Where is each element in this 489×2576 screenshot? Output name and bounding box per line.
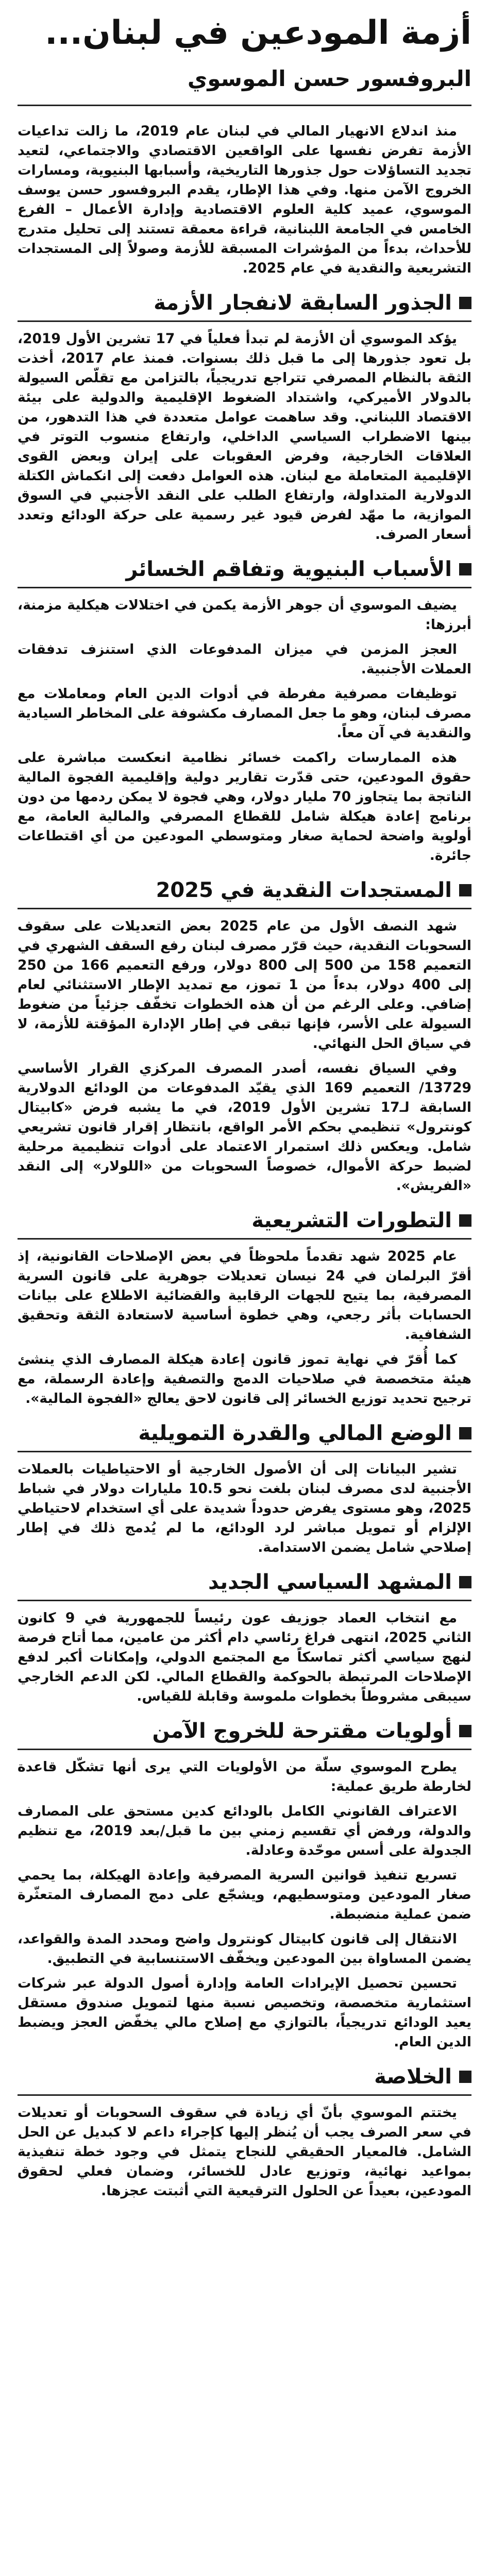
- square-bullet-icon: [459, 563, 471, 575]
- section-paragraph: تحسين تحصيل الإيرادات العامة وإدارة أصول الدولة عبر شركات استثمارية متخصصة، وتخصيص نسبة منها لتمويل صندوق مستقل يعيد الودائع تدريجياً، بالتوازي مع إصلاح مالي يخفّض العجز ويضبط الدين العام.: [18, 1975, 471, 2050]
- section-paragraph: هذه الممارسات راكمت خسائر نظامية انعكست مباشرة على حقوق المودعين، حتى قدّرت تقارير دولية وإقليمية الفجوة المالية الناتجة بما يتجاوز 70 مليار دولار، وهي فجوة لا يمكن ردمها من دون برنامج إعادة هيكلة شامل للقطاع المصرفي والمالية العامة، مع أولوية واضحة لحماية صغار ومتوسطي المودعين من أي اقتطاعات جائرة.: [18, 749, 471, 863]
- section-political: [18, 1569, 471, 1706]
- section-paragraph: الانتقال إلى قانون كابيتال كونترول واضح ومحدد المدة والقواعد، يضمن المساواة بين المودعين ويخفّف الاستنسابية في التطبيق.: [18, 1930, 471, 1967]
- section-monetary-2025: [18, 877, 471, 1196]
- article-title: أزمة المودعين في لبنان...: [45, 14, 471, 52]
- section-heading: [18, 877, 471, 909]
- section-paragraph: مع انتخاب العماد جوزيف عون رئيساً للجمهورية في 9 كانون الثاني 2025، انتهى فراغ رئاسي دام أكثر من عامين، مما أتاح فرصة لنهج سياسي أكثر تماسكاً مع المجتمع الدولي، وإمكانات أكبر لدفع الإصلاحات المرتبطة بالحوكمة والقطاع المالي. لكن الدعم الخارجي سيبقى مشروطاً بخطوات ملموسة وقابلة للقياس.: [18, 1609, 471, 1704]
- section-paragraph: يؤكد الموسوي أن الأزمة لم تبدأ فعلياً في 17 تشرين الأول 2019، بل تعود جذورها إلى ما قبل ذلك بسنوات. فمنذ عام 2017، أخذت الثقة بالنظام المصرفي تتراجع تدريجياً، بالتزامن مع تقلّص السيولة بالدولار الأميركي، واشتداد الضغوط الإقليمية والدولية على بيئة الاقتصاد اللبناني. وقد ساهمت عوامل متعددة في هذا التدهور، من بينها الاضطراب السياسي الداخلي، وارتفاع منسوب التوتر في العلاقات الخارجية، وفرض العقوبات على إيران وبعض القوى الإقليمية المتعاملة مع لبنان. هذه العوامل دفعت إلى انكماش الكتلة الدولارية المتداولة، وارتفاع الطلب على النقد الأجنبي في السوق الموازية، ما مهّد لفرض قيود غير رسمية على حركة الودائع وتعدد أسعار الصرف.: [18, 330, 471, 543]
- section-paragraph: العجز المزمن في ميزان المدفوعات الذي استنزف تدفقات العملات الأجنبية.: [18, 641, 471, 677]
- square-bullet-icon: [459, 1427, 471, 1439]
- section-paragraph: شهد النصف الأول من عام 2025 بعض التعديلات على سقوف السحوبات النقدية، حيث قرّر مصرف لبنان رفع السقف الشهري في التعميم 158 من 500 إلى 800 دولار، ورفع التعميم 166 من 250 إلى 400 دولار، بدءاً من 1 تموز، مع تمديد الإطار الاستثنائي لعام إضافي. وعلى الرغم من أن هذه الخطوات تخفّف جزئياً من ضغوط السيولة على الأسر، فإنها تبقى في إطار الإدارة المؤقتة للأزمة، لا في سياق الحل النهائي.: [18, 918, 472, 1052]
- square-bullet-icon: [459, 884, 471, 896]
- section-paragraph: وفي السياق نفسه، أصدر المصرف المركزي القرار الأساسي 13729/ التعميم 169 الذي يقيّد المدفوعات من الودائع الدولارية السابقة لـ17 تشرين الأول 2019، في ما يشبه فرض «كابيتال كونترول» تنظيمي بحكم الأمر الواقع، بانتظار إقرار قانون تشريعي شامل. ويعكس ذلك استمرار الاعتماد على أدوات تنظيمية مرحلية لضبط حركة الأموال، خصوصاً السحوبات من «اللولار» إلى النقد «الفريش».: [18, 1060, 472, 1194]
- section-heading-text: الأسباب البنيوية وتفاقم الخسائر: [126, 557, 452, 581]
- square-bullet-icon: [459, 2071, 471, 2083]
- section-structural-causes: [18, 556, 471, 866]
- section-paragraph: يضيف الموسوي أن جوهر الأزمة يكمن في اختلالات هيكلية مزمنة، أبرزها:: [18, 597, 471, 633]
- square-bullet-icon: [459, 297, 471, 309]
- section-heading: [18, 1569, 471, 1601]
- section-paragraph: كما أُقرّ في نهاية تموز قانون إعادة هيكلة المصارف الذي ينشئ هيئة متخصصة في صلاحيات الدمج والتصفية وإعادة الرسملة، مع ترجيح تحديد توزيع الخسائر إلى قانون لاحق يعالج «الفجوة المالية».: [18, 1351, 471, 1406]
- section-legislative: [18, 1207, 471, 1409]
- section-priorities: [18, 1718, 471, 2052]
- article-author: البروفسور حسن الموسوي: [187, 66, 471, 91]
- section-paragraph: يطرح الموسوي سلّة من الأولويات التي يرى أنها تشكّل قاعدة لخارطة طريق عملية:: [18, 1758, 471, 1794]
- square-bullet-icon: [459, 1576, 471, 1588]
- section-heading: [18, 2063, 471, 2096]
- square-bullet-icon: [459, 1725, 471, 1737]
- section-heading-text: التطورات التشريعية: [251, 1208, 452, 1232]
- section-paragraph: تسريع تنفيذ قوانين السرية المصرفية وإعادة الهيكلة، بما يحمي صغار المودعين ومتوسطيهم، ويشجّع على دمج المصارف المتعثّرة ضمن عملية منضبطة.: [18, 1867, 471, 1922]
- intro-paragraph: منذ اندلاع الانهيار المالي في لبنان عام 2019، ما زالت تداعيات الأزمة تفرض نفسها على الواقعين الاقتصادي والاجتماعي، لتعيد تجديد التساؤلات حول جذورها التاريخية، وأسبابها البنيوية، ومسارات الخروج الآمن منها. وفي هذا الإطار، يقدم البروفسور حسن يوسف الموسوي، عميد كلية العلوم الاقتصادية وإدارة الأعمال – الفرع الخامس في الجامعة اللبنانية، قراءة معمقة تستند إلى تحليل متدرج للأحداث، بدءاً من المؤشرات المسبقة للأزمة وصولاً إلى المستجدات التشريعية والنقدية في عام 2025.: [18, 123, 471, 276]
- section-heading: [18, 1207, 471, 1240]
- section-paragraph: تشير البيانات إلى أن الأصول الخارجية أو الاحتياطيات بالعملات الأجنبية لدى مصرف لبنان بلغت نحو 10.5 مليارات دولار في شباط 2025، وهو مستوى يفرض حدوداً شديدة على أي استخدام لاحتياطي الإلزام أو تمويل مباشر لرد الودائع، ما لم يُدمج ذلك في إطار إصلاحي شامل يضمن الاستدامة.: [18, 1461, 471, 1555]
- section-heading-text: الوضع المالي والقدرة التمويلية: [138, 1421, 452, 1445]
- section-heading: [18, 1718, 471, 1750]
- section-heading-text: المستجدات النقدية في 2025: [156, 878, 452, 902]
- section-heading: [18, 556, 471, 588]
- section-financial-position: [18, 1420, 471, 1557]
- section-paragraph: عام 2025 شهد تقدماً ملحوظاً في بعض الإصلاحات القانونية، إذ أقرّ البرلمان في 24 نيسان تعديلات جوهرية على قانون السرية المصرفية، بما يتيح للجهات الرقابية والقضائية الاطلاع على بيانات الحسابات بأثر رجعي، وهي خطوة أساسية لاستعادة الثقة وتحقيق الشفافية.: [18, 1248, 472, 1343]
- section-conclusion: [18, 2063, 471, 2201]
- section-paragraph: توظيفات مصرفية مفرطة في أدوات الدين العام ومعاملات مع مصرف لبنان، وهو ما جعل المصارف مكشوفة على المخاطر السيادية والنقدية في آن معاً.: [18, 685, 471, 741]
- section-paragraph: الاعتراف القانوني الكامل بالودائع كدين مستحق على المصارف والدولة، ورفض أي تقسيم زمني بين ما قبل/بعد 2019، مع تنظيم الجدولة على أسس موحّدة وعادلة.: [18, 1803, 471, 1858]
- article-intro: [18, 122, 471, 278]
- section-heading: [18, 1420, 471, 1452]
- section-heading: [18, 290, 471, 322]
- square-bullet-icon: [459, 1214, 471, 1227]
- section-paragraph: يختتم الموسوي بأنّ أي زيادة في سقوف السحوبات أو تعديلات في سعر الصرف يجب أن يُنظر إليها كإجراء داعم لا كبديل عن الحل الشامل. فالمعيار الحقيقي للنجاح يتمثل في وجود خطة تنفيذية بمواعيد نهائية، وتوزيع عادل للخسائر، وضمان فعلي لحقوق المودعين، بعيداً عن الحلول الترقيعية التي أثبتت عجزها.: [18, 2104, 471, 2199]
- section-heading-text: الجذور السابقة لانفجار الأزمة: [154, 291, 452, 315]
- section-roots: [18, 290, 471, 545]
- title-divider: [18, 105, 471, 106]
- section-heading-text: المشهد السياسي الجديد: [208, 1570, 452, 1594]
- section-heading-text: أولويات مقترحة للخروج الآمن: [152, 1719, 452, 1743]
- section-heading-text: الخلاصة: [374, 2064, 452, 2089]
